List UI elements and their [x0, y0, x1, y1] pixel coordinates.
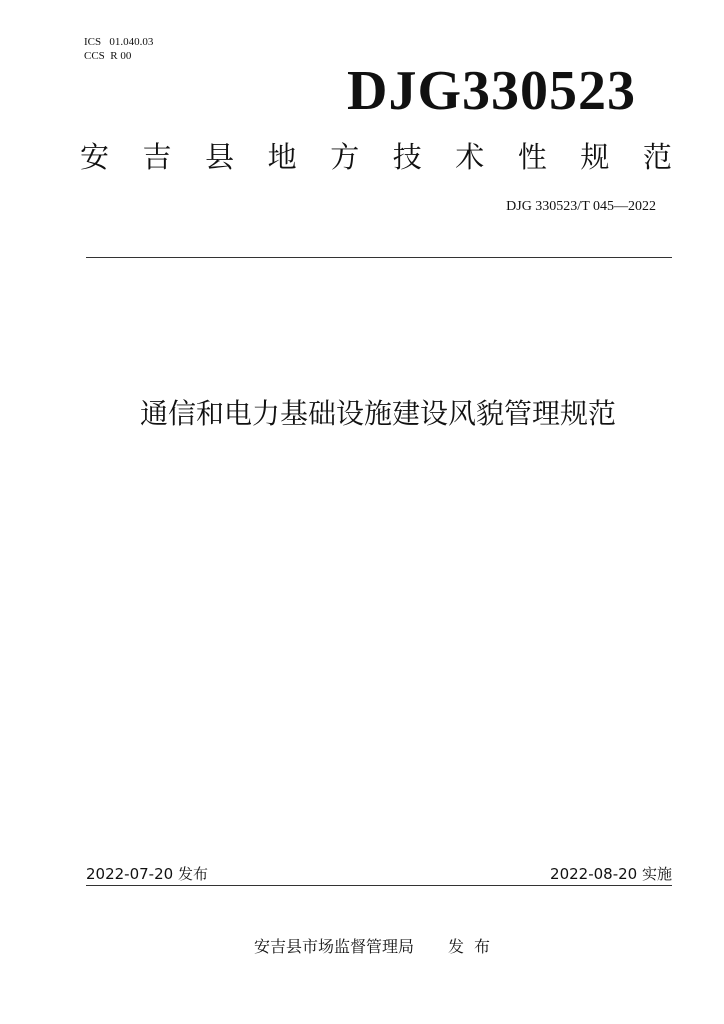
- standard-type-char: 范: [642, 140, 672, 174]
- ccs-code: CCS R 00: [84, 50, 132, 62]
- issuer-line: [0, 936, 724, 958]
- standard-code: DJG330523: [347, 60, 636, 122]
- issue-label-char: 布: [474, 937, 491, 956]
- issuing-authority: 安吉县市场监督管理局: [253, 937, 414, 956]
- standard-type-char: 吉: [142, 140, 172, 174]
- header-divider: [86, 257, 672, 258]
- standard-type-char: 性: [517, 140, 547, 174]
- document-title: 通信和电力基础设施建设风貌管理规范: [139, 397, 616, 430]
- standard-number: DJG 330523/T 045—2022: [506, 199, 656, 214]
- issue-label-char: 发: [447, 937, 464, 956]
- standard-type-char: 地: [267, 140, 297, 174]
- standard-type-char: 技: [392, 140, 422, 174]
- standard-type-char: 规: [580, 140, 610, 174]
- standard-type-char: 安: [80, 140, 110, 174]
- footer-divider: [86, 885, 672, 886]
- release-date: 2022-07-20 发布: [86, 865, 208, 883]
- standard-type-char: 术: [455, 140, 485, 174]
- standard-type-char: 方: [330, 140, 360, 174]
- standard-type: [80, 140, 672, 174]
- standard-type-char: 县: [205, 140, 235, 174]
- ics-code: ICS 01.040.03: [84, 36, 154, 48]
- implementation-date: 2022-08-20 实施: [550, 865, 672, 883]
